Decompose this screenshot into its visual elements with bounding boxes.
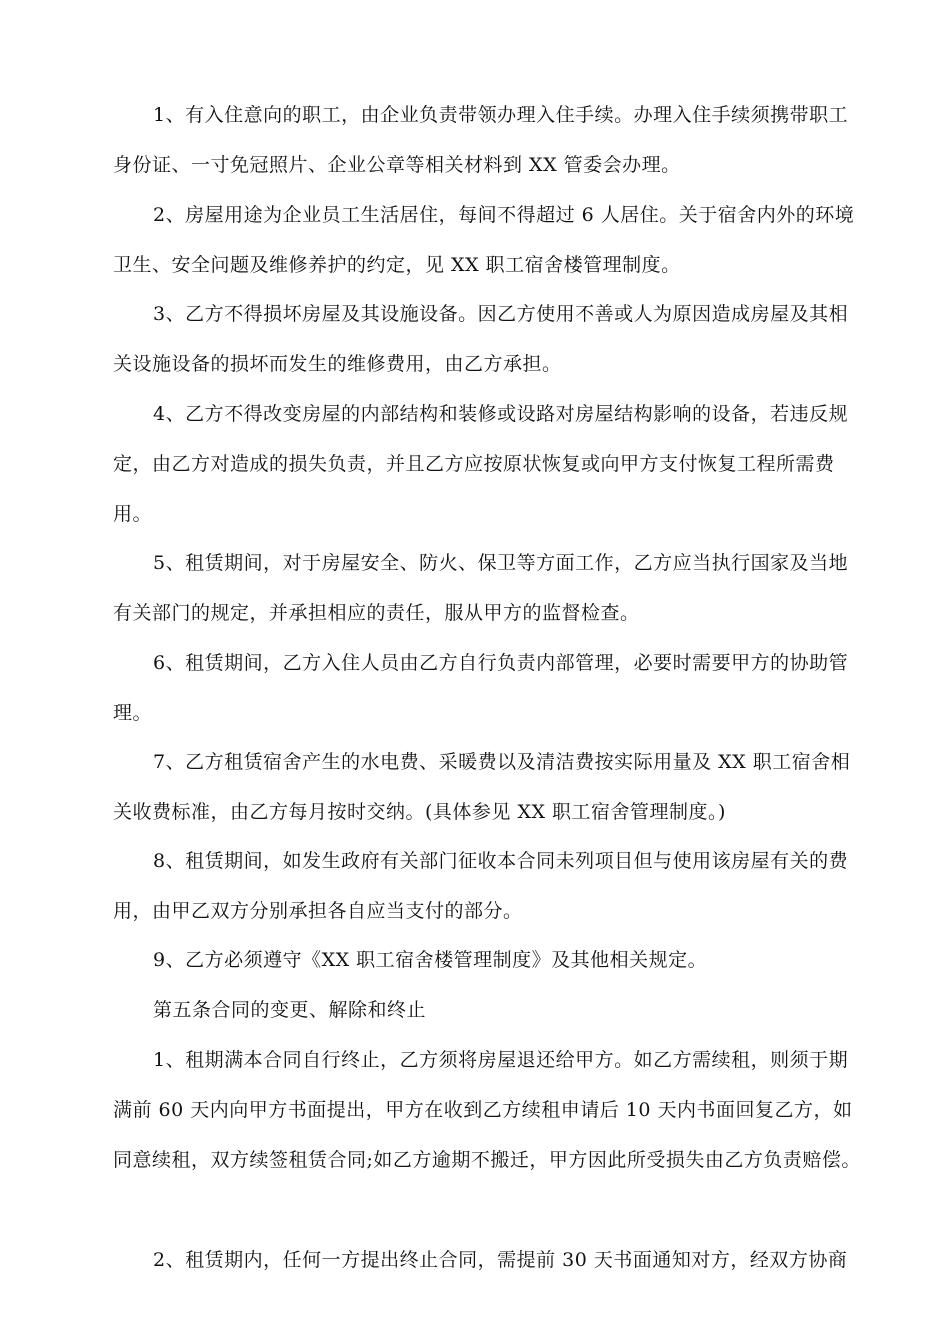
text-line: 关收费标准，由乙方每月按时交纳。(具体参见 XX 职工宿舍管理制度。) [113,801,726,823]
text-line: 2、租赁期内，任何一方提出终止合同，需提前 30 天书面通知对方，经双方协商 [153,1249,848,1271]
text-line: 6、租赁期间，乙方入住人员由乙方自行负责内部管理，必要时需要甲方的协助管 [153,652,849,674]
paragraph-7 [113,737,851,837]
text-line: 理。 [113,702,153,724]
section-heading [113,985,837,1035]
text-line: 用。 [113,503,153,525]
text-line: 满前 60 天内向甲方书面提出，甲方在收到乙方续租申请后 10 天内书面回复乙方，如 [113,1099,853,1121]
paragraph-1 [113,90,849,190]
text-line: 7、乙方租赁宿舍产生的水电费、采暖费以及清洁费按实际用量及 XX 职工宿舍相 [153,751,851,773]
text-line: 9、乙方必须遵守《XX 职工宿舍楼管理制度》及其他相关规定。 [153,949,708,971]
paragraph-10 [113,1035,861,1185]
text-line: 8、租赁期间，如发生政府有关部门征收本合同未列项目但与使用该房屋有关的费 [153,850,849,872]
paragraph-2 [113,190,855,290]
text-line: 5、租赁期间，对于房屋安全、防火、保卫等方面工作，乙方应当执行国家及当地 [153,552,849,574]
text-line: 2、房屋用途为企业员工生活居住，每间不得超过 6 人居住。关于宿舍内外的环境 [153,204,855,226]
text-line: 定，由乙方对造成的损失负责，并且乙方应按原状恢复或向甲方支付恢复工程所需费 [113,453,835,475]
paragraph-8 [113,836,849,936]
text-line: 1、租期满本合同自行终止，乙方须将房屋退还给甲方。如乙方需续租，则须于期 [153,1049,849,1071]
paragraph-11 [113,1235,848,1285]
text-line: 有关部门的规定，并承担相应的责任，服从甲方的监督检查。 [113,602,640,624]
text-line: 身份证、一寸免冠照片、企业公章等相关材料到 XX 管委会办理。 [113,154,681,176]
text-line: 第五条合同的变更、解除和终止 [153,999,427,1021]
paragraph-5 [113,538,849,638]
paragraph-9 [113,935,837,985]
text-line: 卫生、安全问题及维修养护的约定，见 XX 职工宿舍楼管理制度。 [113,254,681,276]
text-line: 1、有入住意向的职工，由企业负责带领办理入住手续。办理入住手续须携带职工 [153,104,849,126]
text-line: 3、乙方不得损坏房屋及其设施设备。因乙方使用不善或人为原因造成房屋及其相 [153,303,849,325]
text-line: 用，由甲乙双方分别承担各自应当支付的部分。 [113,900,523,922]
paragraph-3 [113,289,849,389]
text-line: 4、乙方不得改变房屋的内部结构和装修或设路对房屋结构影响的设备，若违反规 [153,403,849,425]
text-line: 关设施设备的损坏而发生的维修费用，由乙方承担。 [113,353,562,375]
paragraph-4 [113,389,849,539]
text-line: 同意续租，双方续签租赁合同;如乙方逾期不搬迁，甲方因此所受损失由乙方负责赔偿。 [113,1149,861,1171]
paragraph-6 [113,638,849,738]
